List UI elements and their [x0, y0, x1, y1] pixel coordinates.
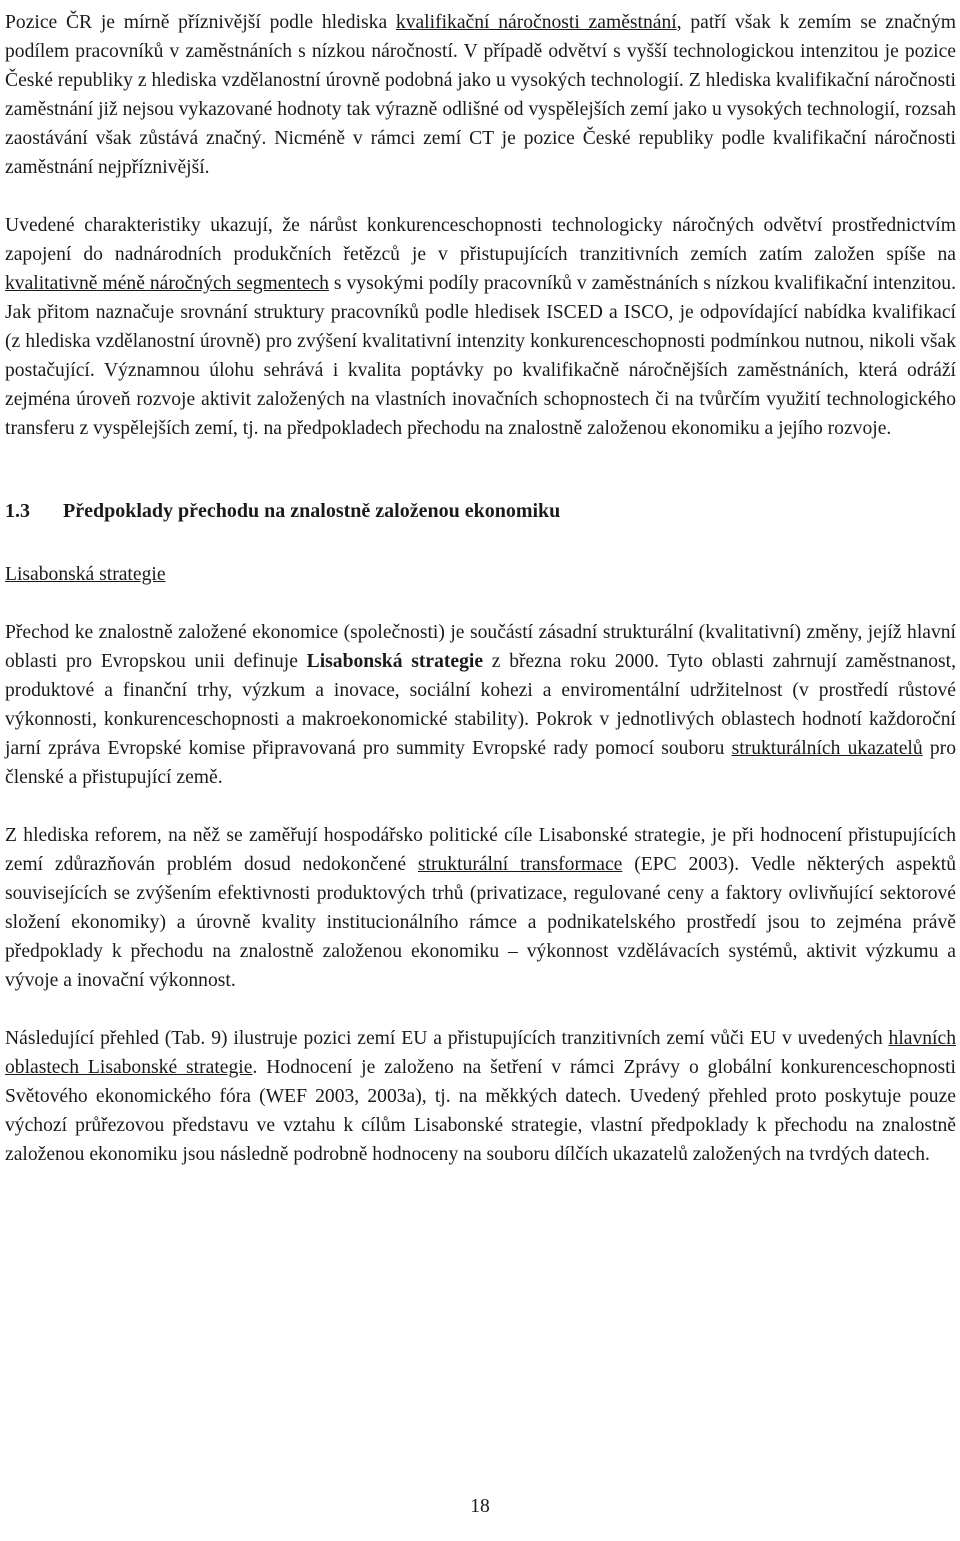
section-title: Předpoklady přechodu na znalostně založenou ekonomiku — [63, 500, 561, 522]
text: pro členské a přistupující země. — [5, 738, 956, 788]
text: . Hodnocení je založeno na šetření v rámci Zprávy o globální konkurenceschopnosti Světového ekonomického fóra (WEF 2003, 2003a), tj. na měkkých datech. Uvedený přehled proto poskytuje pouze výchozí průřezovou představu ve vztahu k cílům Lisabonské strategie, vlastní předpoklady k přechodu na znalostně založenou ekonomiku jsou následně podrobně hodnoceny na souboru dílčích ukazatelů založených na tvrdých datech. — [5, 1057, 956, 1165]
subheading-lisbon-strategy: Lisabonská strategie — [5, 564, 166, 585]
page-number: 18 — [470, 1496, 490, 1517]
underlined-term: strukturální transformace — [417, 854, 623, 875]
underlined-term: kvalifikační náročnosti zaměstnání — [395, 12, 677, 33]
section-heading — [5, 496, 956, 526]
underlined-term: strukturálních ukazatelů — [731, 738, 923, 759]
paragraph-reforms — [5, 821, 956, 995]
underlined-term: kvalitativně méně náročných segmentech — [5, 273, 329, 294]
paragraph-competitiveness — [5, 211, 956, 443]
text: Pozice ČR je mírně příznivější podle hlediska — [5, 12, 396, 33]
text: s vysokými podíly pracovníků v zaměstnáních s nízkou kvalifikační intenzitou. Jak přitom naznačuje srovnání struktury pracovníků podle hledisek ISCED a ISCO, je odpovídající nabídka kvalifikací (z hlediska vzdělanostní úrovně) pro zvýšení kvalitativní intenzity konkurenceschopnosti podmínkou nutnou, nikoli však postačující. Významnou úlohu sehrává i kvalita poptávky po kvalifikačně náročnějších zaměstnáních, která odráží zejména úroveň rozvoje aktivit založených na vlastních inovačních schopnostech či na tvůrčím využití technologického transferu z vyspělejších zemí, tj. na předpokladech přechodu na znalostně založenou ekonomiku a jejího rozvoje. — [5, 273, 956, 439]
text: Následující přehled (Tab. 9) ilustruje pozici zemí EU a přistupujících tranzitivních zemí vůči EU v uvedených — [5, 1028, 889, 1049]
paragraph-qualification-intensity — [5, 8, 956, 182]
text: Uvedené charakteristiky ukazují, že nárůst konkurenceschopnosti technologicky náročných odvětví prostřednictvím zapojení do nadnárodních produkčních řetězců je v přistupujících tranzitivních zemích zatím založen spíše na — [5, 215, 956, 265]
text: z března roku 2000. Tyto oblasti zahrnují zaměstnanost, produktové a finanční trhy, výzkum a inovace, sociální kohezi a enviromentální udržitelnost (v prostředí růstové výkonnosti, konkurenceschopnosti a makroekonomické stability). Pokrok v jednotlivých oblastech hodnotí každoroční jarní zpráva Evropské komise připravovaná pro summity Evropské rady pomocí souboru — [5, 651, 957, 759]
underlined-term: hlavních oblastech Lisabonské strategie — [5, 1028, 956, 1078]
paragraph-lisbon-strategy — [5, 618, 956, 792]
text: Přechod ke znalostně založené ekonomice (společnosti) je součástí zásadní strukturální (kvalitativní) změny, jejíž hlavní oblasti pro Evropskou unii definuje — [5, 622, 956, 672]
section-number: 1.3 — [5, 500, 30, 522]
bold-term: Lisabonská strategie — [306, 651, 484, 672]
text: , patří však k zemím se značným podílem pracovníků v zaměstnáních s nízkou náročností. V případě odvětví s vyšší technologickou intenzitou je pozice České republiky z hlediska vzdělanostní úrovně podobná jako u vysokých technologií. Z hlediska kvalifikační náročnosti zaměstnání již nejsou vykazované hodnoty tak výrazně odlišné od vyspělejších zemí jako u vysokých technologií, rozsah zaostávání však zůstává značný. Nicméně v rámci zemí CT je pozice České republiky podle kvalifikační náročnosti zaměstnání nejpříznivější. — [5, 12, 956, 178]
text: (EPC 2003). Vedle některých aspektů souvisejících se zvýšením efektivnosti produktových trhů (privatizace, regulované ceny a faktory ovlivňující sektorové složení ekonomiky) a úrovně kvality institucionálního rámce a podnikatelského prostředí jsou to zejména právě předpoklady k přechodu na znalostně založenou ekonomiku – výkonnost vzdělávacích systémů, aktivit výzkumu a vývoje a inovační výkonnost. — [5, 854, 957, 991]
document-page — [5, 8, 956, 1169]
text: Z hlediska reforem, na něž se zaměřují hospodářsko politické cíle Lisabonské strategie, je při hodnocení přistupujících zemí zdůrazňován problém dosud nedokončené — [5, 825, 956, 875]
paragraph-overview — [5, 1024, 956, 1169]
